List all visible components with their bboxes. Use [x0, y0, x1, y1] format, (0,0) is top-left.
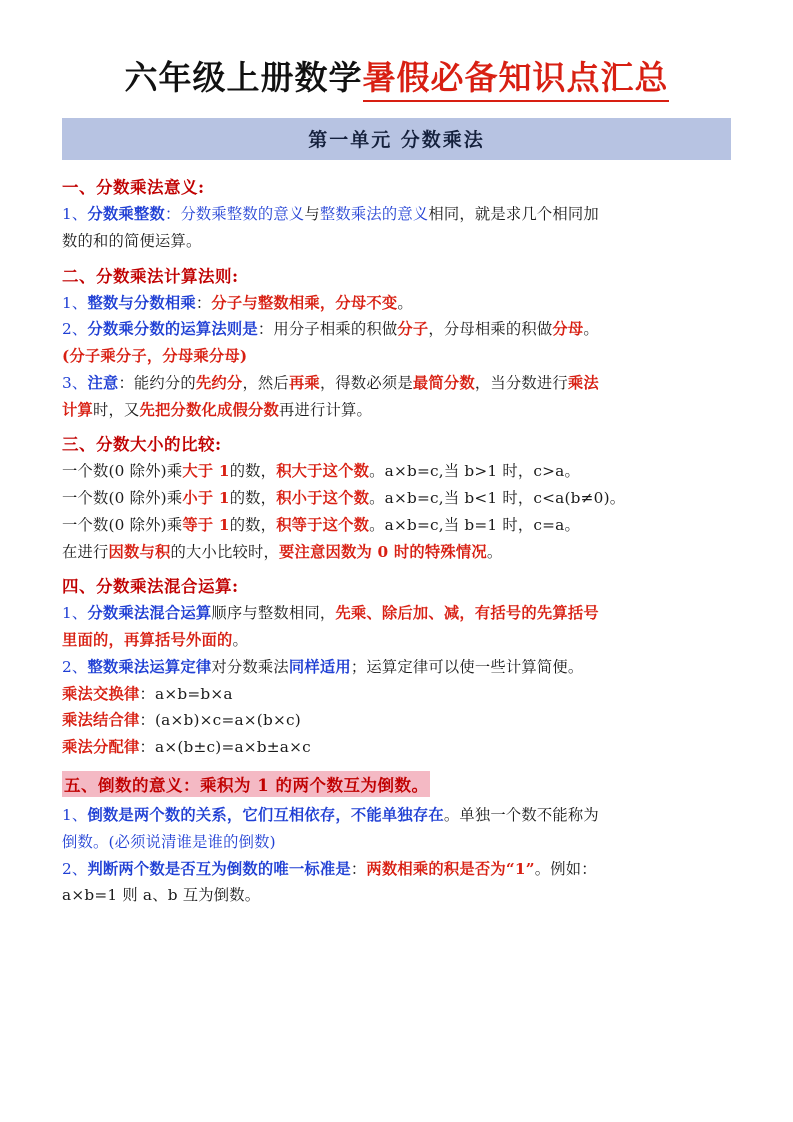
content-line	[62, 202, 731, 227]
text-run: ：	[195, 293, 212, 312]
text-run: 注意	[87, 373, 119, 392]
content-line	[62, 317, 731, 342]
text-run: 分数乘整数的意义	[180, 205, 305, 223]
text-run: ：a×(b±c)=a×b±a×c	[139, 738, 311, 757]
text-run: 大于 1	[182, 462, 230, 481]
text-run: 再进行计算。	[278, 400, 372, 419]
content-line	[62, 628, 731, 653]
text-run: ，当分数进行	[474, 373, 568, 392]
text-run: 。a×b=c,当 b>1 时，c>a。	[369, 462, 581, 481]
text-run: 计算	[62, 400, 93, 419]
text-run: 的数，	[229, 515, 277, 534]
content-line	[62, 655, 731, 680]
content-line	[62, 540, 731, 565]
text-run: 。单独一个数不能称为	[443, 806, 599, 825]
text-run: 乘法结合律	[62, 711, 140, 730]
text-run: 一个数(0 除外)乘	[62, 462, 183, 481]
text-run: ：	[350, 859, 367, 878]
text-run: 两数相乘的积是否为“1”	[366, 859, 535, 878]
text-run: 先约分	[195, 373, 243, 392]
text-run: 积小于这个数	[276, 489, 370, 508]
text-run: 2、	[62, 657, 88, 676]
content-line	[62, 735, 731, 760]
text-run: 一个数(0 除外)乘	[62, 515, 183, 534]
content-line	[62, 344, 731, 369]
text-run: 1、	[62, 293, 88, 312]
content-line	[62, 601, 731, 626]
text-run: (分子乘分子，分母乘分母)	[62, 347, 248, 366]
text-run: ，分母相乘的积做	[428, 320, 553, 339]
text-run: ，得数必须是	[319, 373, 413, 392]
text-run: 数的和的简便运算。	[62, 231, 202, 250]
text-run: 相同，就是求几个相同加	[428, 205, 599, 223]
text-run: ：能约分的	[118, 373, 196, 392]
page-title-highlight: 暑假必备知识点汇总	[363, 52, 669, 102]
text-run: 等于 1	[182, 515, 230, 534]
content-line	[62, 459, 731, 484]
text-run: 3、	[62, 373, 88, 392]
content-line	[62, 803, 731, 828]
text-run: 最简分数	[412, 373, 475, 392]
text-run: 分子与整数相乘，分母不变	[211, 293, 398, 312]
section-heading: 四、分数乘法混合运算:	[62, 577, 239, 597]
text-run: 。a×b=c,当 b=1 时，c=a。	[369, 515, 581, 534]
content-line	[62, 486, 731, 511]
content-line	[62, 371, 731, 396]
content-line	[62, 708, 731, 733]
text-run: 的大小比较时，	[170, 542, 279, 561]
text-run: ，然后	[242, 373, 289, 392]
section-heading: 一、分数乘法意义:	[62, 178, 205, 197]
page-title	[62, 52, 731, 102]
text-run: 分数乘整数	[87, 205, 165, 223]
text-run: 再乘	[288, 373, 320, 392]
content-line	[62, 682, 731, 707]
text-run: 。	[486, 542, 503, 561]
text-run: 分母	[552, 320, 584, 339]
text-run: 一个数(0 除外)乘	[62, 489, 183, 508]
text-run: a×b=1 则 a、b 互为倒数。	[62, 886, 261, 905]
text-run: 倒数是两个数的关系，它们互相依存，不能单独存在	[87, 806, 444, 825]
text-run: 先乘、除后加、减，有括号的先算括号	[335, 604, 599, 623]
text-run: 的数，	[229, 489, 277, 508]
content-sections	[62, 174, 731, 908]
text-run: 2、	[62, 859, 88, 878]
text-run: 乘法	[567, 373, 599, 392]
text-run: 对分数乘法	[211, 657, 289, 676]
text-run: 倒数。(必须说清谁是谁的倒数)	[62, 832, 276, 851]
text-run: 。例如：	[534, 859, 597, 878]
text-run: 顺序与整数相同，	[211, 604, 336, 623]
text-run: 整数乘法运算定律	[87, 657, 212, 676]
text-run: 小于 1	[182, 489, 230, 508]
text-run: 与	[304, 205, 320, 223]
content-line	[62, 883, 731, 908]
page-title-main: 六年级上册数学	[124, 58, 363, 97]
text-run: 分数乘法混合运算	[87, 604, 212, 623]
text-run: 的数，	[229, 462, 277, 481]
text-run: 同样适用	[288, 657, 351, 676]
text-run: ：	[164, 205, 181, 223]
text-run: 1、	[62, 205, 88, 223]
content-line	[62, 229, 731, 254]
text-run: 时，又	[93, 400, 140, 419]
text-run: 乘法交换律	[62, 684, 140, 703]
text-run: 里面的，再算括号外面的	[62, 631, 233, 650]
text-run: 积大于这个数	[276, 462, 370, 481]
section-heading: 二、分数乘法计算法则:	[62, 266, 239, 286]
text-run: 分数乘分数的运算法则是	[87, 320, 258, 339]
text-run: ：用分子相乘的积做	[257, 320, 398, 339]
text-run: 乘法分配律	[62, 738, 140, 757]
content-line	[62, 830, 731, 855]
section-heading: 五、倒数的意义：乘积为 1 的两个数互为倒数。	[62, 771, 430, 797]
text-run: 判断两个数是否互为倒数的唯一标准是	[87, 859, 351, 878]
text-run: 积等于这个数	[276, 515, 370, 534]
text-run: ；运算定律可以使一些计算简便。	[350, 657, 584, 676]
text-run: 2、	[62, 320, 88, 339]
text-run: 先把分数化成假分数	[139, 400, 279, 419]
content-line	[62, 291, 731, 316]
content-line	[62, 857, 731, 882]
text-run: 1、	[62, 604, 88, 623]
text-run: 。	[232, 631, 248, 650]
content-line	[62, 398, 731, 423]
text-run: 。	[583, 320, 599, 339]
text-run: 。a×b=c,当 b<1 时，c<a(b≠0)。	[369, 489, 626, 508]
text-run: 因数与积	[108, 542, 171, 561]
content-line	[62, 513, 731, 538]
text-run: 1、	[62, 806, 88, 825]
text-run: 分子	[397, 320, 429, 339]
unit-banner: 第一单元 分数乘法	[62, 118, 731, 160]
text-run: 要注意因数为 0 时的特殊情况	[278, 542, 487, 561]
text-run: 。	[397, 293, 413, 312]
text-run: 整数乘法的意义	[319, 205, 429, 223]
section-heading: 三、分数大小的比较:	[62, 435, 222, 455]
text-run: ：(a×b)×c=a×(b×c)	[139, 711, 301, 730]
text-run: 整数与分数相乘	[87, 293, 196, 312]
text-run: 在进行	[62, 542, 109, 561]
text-run: ：a×b=b×a	[139, 684, 233, 703]
